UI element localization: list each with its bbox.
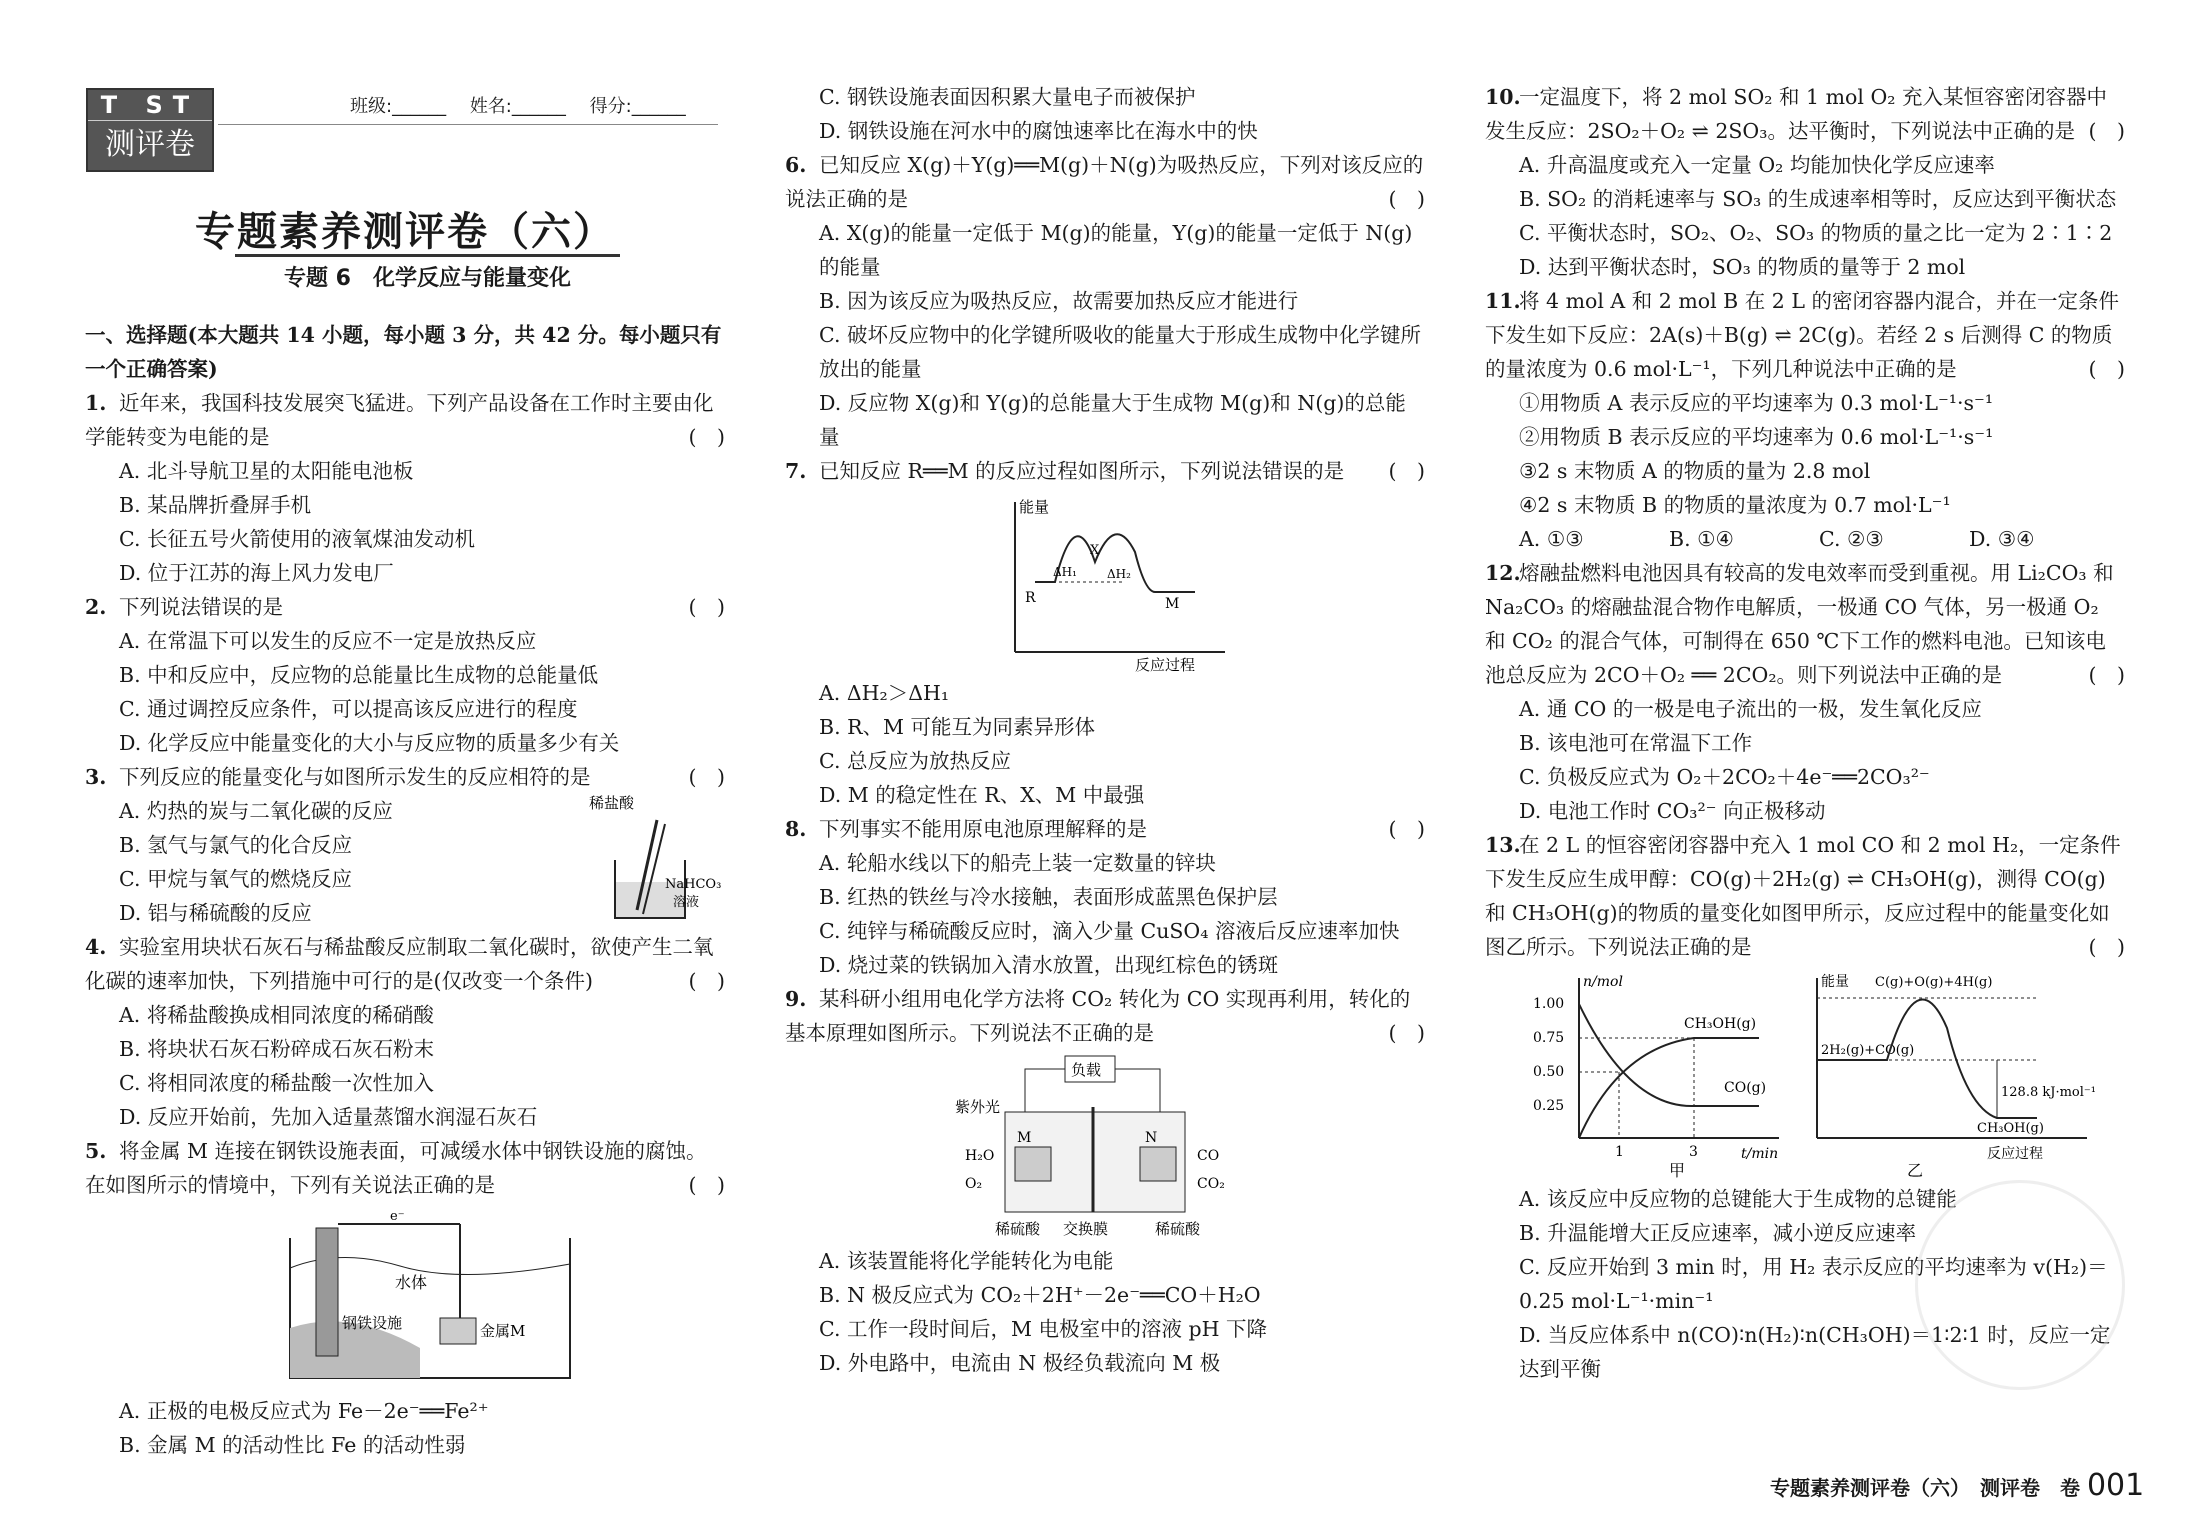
option[interactable]: D. 电池工作时 CO₃²⁻ 向正极移动 xyxy=(1519,799,1826,823)
axis-y: n/mol xyxy=(1583,974,1623,990)
option[interactable]: B. ①④ xyxy=(1669,527,1734,551)
level-mid: 2H₂(g)+CO(g) xyxy=(1821,1043,1915,1058)
answer-paren[interactable]: ( ) xyxy=(2088,119,2125,143)
acid-left-label: 稀硫酸 xyxy=(995,1220,1041,1238)
option[interactable]: A. 通 CO 的一极是电子流出的一极，发生氧化反应 xyxy=(1519,697,1982,721)
salt-label: NaHCO₃ xyxy=(665,877,722,892)
answer-paren[interactable]: ( ) xyxy=(2088,935,2125,959)
option[interactable]: B. 升温能增大正反应速率，减小逆反应速率 xyxy=(1519,1221,1917,1245)
option[interactable]: B. 红热的铁丝与冷水接触，表面形成蓝黑色保护层 xyxy=(819,885,1278,909)
y-label: 能量 xyxy=(1019,498,1050,516)
option[interactable]: D. 反应物 X(g)和 Y(g)的总能量大于生成物 M(g)和 N(g)的总能量 xyxy=(819,391,1406,449)
column-1 xyxy=(85,318,725,1462)
question-6 xyxy=(785,148,1425,454)
q-num: 12. xyxy=(1485,561,1521,585)
option[interactable]: C. 通过调控反应条件，可以提高该反应进行的程度 xyxy=(119,697,578,721)
r-label: R xyxy=(1025,590,1036,606)
q-num: 1. xyxy=(85,391,107,415)
option[interactable]: B. 金属 M 的活动性比 Fe 的活动性弱 xyxy=(119,1433,466,1457)
dh1-label: ΔH₁ xyxy=(1053,565,1077,579)
answer-paren[interactable]: ( ) xyxy=(2088,357,2125,381)
option[interactable]: C. 负极反应式为 O₂＋2CO₂＋4e⁻══2CO₃²⁻ xyxy=(1519,765,1930,789)
question-3 xyxy=(85,760,725,930)
question-7 xyxy=(785,454,1425,812)
question-10 xyxy=(1485,80,2125,284)
statement: ④2 s 末物质 B 的物质的量浓度为 0.7 mol·L⁻¹ xyxy=(1519,493,1951,517)
logo-bottom: 测评卷 xyxy=(105,127,195,162)
tick-x1: 1 xyxy=(1615,1144,1624,1160)
h2o-label: H₂O xyxy=(965,1148,995,1164)
series-label-co: CO(g) xyxy=(1724,1080,1767,1096)
option-row xyxy=(1485,522,2125,556)
option[interactable]: C. 平衡状态时，SO₂、O₂、SO₃ 的物质的量之比一定为 2∶1∶2 xyxy=(1519,221,2113,245)
steel-label: 钢铁设施 xyxy=(342,1314,403,1332)
energy-profile-figure xyxy=(995,492,1235,672)
q-stem: 将 4 mol A 和 2 mol B 在 2 L 的密闭容器内混合，并在一定条件下发生如下反应：2A(s)＋B(g) ⇌ 2C(g)。若经 2 s 后测得 C 的物质的量浓度为 0.6 mol·L⁻¹，下列几种说法中正确的是 xyxy=(1485,289,2119,381)
level-top: C(g)+O(g)+4H(g) xyxy=(1875,975,1993,990)
class-field[interactable]: 班级:______ xyxy=(350,96,447,117)
figure-jia xyxy=(1519,968,1789,1178)
answer-paren[interactable]: ( ) xyxy=(1388,1021,1425,1045)
statement: ③2 s 末物质 A 的物质的量为 2.8 mol xyxy=(1519,459,1871,483)
answer-paren[interactable]: ( ) xyxy=(1388,459,1425,483)
question-9 xyxy=(785,982,1425,1380)
option[interactable]: B. R、M 可能互为同素异形体 xyxy=(819,715,1096,739)
n-electrode: N xyxy=(1145,1130,1158,1146)
score-field[interactable]: 得分:______ xyxy=(589,96,686,117)
answer-paren[interactable]: ( ) xyxy=(688,1173,725,1197)
option[interactable]: C. ②③ xyxy=(1819,527,1884,551)
q-stem: 已知反应 R══M 的反应过程如图所示，下列说法错误的是 xyxy=(819,459,1345,483)
figure-caption: 甲 xyxy=(1669,1161,1686,1178)
level-bot: CH₃OH(g) xyxy=(1977,1121,2044,1136)
series-label-ch3oh: CH₃OH(g) xyxy=(1684,1016,1757,1032)
option[interactable]: B. N 极反应式为 CO₂＋2H⁺－2e⁻══CO＋H₂O xyxy=(819,1283,1261,1307)
m-label: M xyxy=(1165,596,1180,612)
page-footer xyxy=(1770,1468,2144,1503)
option[interactable]: A. X(g)的能量一定低于 M(g)的能量，Y(g)的能量一定低于 N(g)的能量 xyxy=(819,221,1413,279)
option[interactable]: A. 在常温下可以发生的反应不一定是放热反应 xyxy=(119,629,537,653)
option[interactable]: D. 位于江苏的海上风力发电厂 xyxy=(119,561,394,585)
option[interactable]: C. 工作一段时间后，M 电极室中的溶液 pH 下降 xyxy=(819,1317,1268,1341)
membrane-label: 交换膜 xyxy=(1063,1220,1109,1238)
option[interactable]: C. 纯锌与稀硫酸反应时，滴入少量 CuSO₄ 溶液后反应速率加快 xyxy=(819,919,1400,943)
co2-label: CO₂ xyxy=(1197,1176,1225,1192)
answer-paren[interactable]: ( ) xyxy=(688,595,725,619)
metal-label: 金属M xyxy=(480,1322,526,1340)
axis-x: 反应过程 xyxy=(1987,1146,2043,1162)
o2-label: O₂ xyxy=(965,1176,983,1192)
option[interactable]: B. 将块状石灰石粉碎成石灰石粉末 xyxy=(119,1037,435,1061)
q-stem: 某科研小组用电化学方法将 CO₂ 转化为 CO 实现再利用，转化的基本原理如图所示。下列说法不正确的是 xyxy=(785,987,1411,1045)
question-5 xyxy=(85,1134,725,1462)
tick-x3: 3 xyxy=(1689,1144,1698,1160)
figure-yi xyxy=(1797,968,2097,1178)
acid-label: 稀盐酸 xyxy=(589,794,635,812)
q-num: 13. xyxy=(1485,833,1521,857)
option[interactable]: D. 钢铁设施在河水中的腐蚀速率比在海水中的快 xyxy=(819,119,1258,143)
sol-label: 溶液 xyxy=(673,895,700,910)
option[interactable]: D. M 的稳定性在 R、X、M 中最强 xyxy=(819,783,1145,807)
option[interactable]: D. 外电路中，电流由 N 极经负载流向 M 极 xyxy=(819,1351,1221,1375)
option[interactable]: A. 将稀盐酸换成相同浓度的稀硝酸 xyxy=(119,1003,434,1027)
q-stem: 将金属 M 连接在钢铁设施表面，可减缓水体中钢铁设施的腐蚀。在如图所示的情境中，下列有关说法正确的是 xyxy=(85,1139,707,1197)
page-number: 001 xyxy=(2086,1468,2145,1503)
electron-label: e⁻ xyxy=(390,1209,405,1224)
option[interactable]: C. 总反应为放热反应 xyxy=(819,749,1011,773)
option[interactable]: D. 铝与稀硫酸的反应 xyxy=(119,901,312,925)
beaker-figure xyxy=(585,790,725,926)
question-4 xyxy=(85,930,725,1134)
dh2-label: ΔH₂ xyxy=(1107,567,1131,581)
page-subtitle: 专题 6 化学反应与能量变化 xyxy=(235,254,620,292)
option[interactable]: C. 反应开始到 3 min 时，用 H₂ 表示反应的平均速率为 v(H₂)＝0.25 mol·L⁻¹·min⁻¹ xyxy=(1519,1255,2108,1313)
q-num: 11. xyxy=(1485,289,1521,313)
option[interactable]: B. 某品牌折叠屏手机 xyxy=(119,493,312,517)
option[interactable]: A. 升高温度或充入一定量 O₂ 均能加快化学反应速率 xyxy=(1519,153,1995,177)
dh-label: 128.8 kJ·mol⁻¹ xyxy=(2001,1085,2096,1100)
acid-right-label: 稀硫酸 xyxy=(1155,1220,1201,1238)
m-electrode: M xyxy=(1017,1130,1032,1146)
q-stem: 下列事实不能用原电池原理解释的是 xyxy=(819,817,1147,841)
option[interactable]: A. 正极的电极反应式为 Fe－2e⁻══Fe²⁺ xyxy=(119,1399,489,1423)
option[interactable]: C. 将相同浓度的稀盐酸一次性加入 xyxy=(119,1071,434,1095)
column-2 xyxy=(785,80,1425,1380)
q-num: 6. xyxy=(785,153,807,177)
co-label: CO xyxy=(1197,1148,1220,1164)
q-num: 5. xyxy=(85,1139,107,1163)
statement: ②用物质 B 表示反应的平均速率为 0.6 mol·L⁻¹·s⁻¹ xyxy=(1519,425,1994,449)
tick-y4: 0.25 xyxy=(1533,1098,1565,1114)
option[interactable]: D. 反应开始前，先加入适量蒸馏水润湿石灰石 xyxy=(119,1105,538,1129)
tick-y2: 0.75 xyxy=(1533,1030,1565,1046)
question-8 xyxy=(785,812,1425,982)
q13-figures xyxy=(1519,968,2125,1178)
watermark-seal xyxy=(1915,1180,2125,1390)
answer-paren[interactable]: ( ) xyxy=(688,969,725,993)
x-label: 反应过程 xyxy=(1135,656,1196,672)
test-logo xyxy=(86,88,214,172)
page-title: 专题素养测评卷（六） xyxy=(195,209,615,255)
option[interactable]: D. 烧过菜的铁锅加入清水放置，出现红棕色的锈斑 xyxy=(819,953,1279,977)
option[interactable]: B. 中和反应中，反应物的总能量比生成物的总能量低 xyxy=(119,663,599,687)
q-num: 3. xyxy=(85,765,107,789)
option[interactable]: D. 达到平衡状态时，SO₃ 的物质的量等于 2 mol xyxy=(1519,255,1966,279)
option[interactable]: C. 破坏反应物中的化学键所吸收的能量大于形成生成物中化学键所放出的能量 xyxy=(819,323,1421,381)
answer-paren[interactable]: ( ) xyxy=(688,425,725,449)
option[interactable]: A. 轮船水线以下的船壳上装一定数量的锌块 xyxy=(819,851,1216,875)
load-label: 负载 xyxy=(1071,1061,1102,1079)
answer-paren[interactable]: ( ) xyxy=(1388,817,1425,841)
header-fields xyxy=(350,92,704,118)
footer-text: 专题素养测评卷（六） 测评卷 卷 xyxy=(1770,1476,2080,1500)
question-12 xyxy=(1485,556,2125,828)
q-stem: 近年来，我国科技发展突飞猛进。下列产品设备在工作时主要由化学能转变为电能的是 xyxy=(85,391,714,449)
q-num: 2. xyxy=(85,595,107,619)
option[interactable]: B. 该电池可在常温下工作 xyxy=(1519,731,1753,755)
q-num: 4. xyxy=(85,935,107,959)
option[interactable]: A. 该反应中反应物的总键能大于生成物的总键能 xyxy=(1519,1187,1957,1211)
tick-y1: 1.00 xyxy=(1533,996,1565,1012)
axis-x: t/min xyxy=(1741,1146,1779,1162)
q-stem: 实验室用块状石灰石与稀盐酸反应制取二氧化碳时，欲使产生二氧化碳的速率加快，下列措施中可行的是(仅改变一个条件) xyxy=(85,935,714,993)
header-rule xyxy=(218,124,718,125)
question-1 xyxy=(85,386,725,590)
question-11 xyxy=(1485,284,2125,556)
option[interactable]: D. 化学反应中能量变化的大小与反应物的质量多少有关 xyxy=(119,731,620,755)
q-stem: 一定温度下，将 2 mol SO₂ 和 1 mol O₂ 充入某恒容密闭容器中发生反应：2SO₂＋O₂ ⇌ 2SO₃。达平衡时，下列说法中正确的是 xyxy=(1485,85,2107,143)
q-num: 7. xyxy=(785,459,807,483)
q-stem: 熔融盐燃料电池因具有较高的发电效率而受到重视。用 Li₂CO₃ 和 Na₂CO₃ 的熔融盐混合物作电解质，一极通 CO 气体，另一极通 O₂ 和 CO₂ 的混合气体，可制得在 650 ℃下工作的燃料电池。已知该电池总反应为 2CO＋O₂ ══ 2CO₂。则下列说法中正确的是 xyxy=(1485,561,2114,687)
option[interactable]: A. 北斗导航卫星的太阳能电池板 xyxy=(119,459,414,483)
corrosion-figure xyxy=(280,1208,580,1388)
q-stem: 已知反应 X(g)＋Y(g)══M(g)＋N(g)为吸热反应，下列对该反应的说法正确的是 xyxy=(785,153,1424,211)
q-num: 8. xyxy=(785,817,807,841)
tick-y3: 0.50 xyxy=(1533,1064,1565,1080)
option[interactable]: B. 氢气与氯气的化合反应 xyxy=(119,833,353,857)
q-stem: 在 2 L 的恒容密闭容器中充入 1 mol CO 和 2 mol H₂，一定条件下发生反应生成甲醇：CO(g)＋2H₂(g) ⇌ CH₃OH(g)，测得 CO(g)和 CH₃OH(g)的物质的量变化如图甲所示，反应过程中的能量变化如图乙所示。下列说法正确的是 xyxy=(1485,833,2121,959)
section-heading: 一、选择题(本大题共 14 小题，每小题 3 分，共 42 分。每小题只有一个正确答案) xyxy=(85,323,722,381)
answer-paren[interactable]: ( ) xyxy=(2088,663,2125,687)
x-species-label: X xyxy=(1090,543,1100,558)
option[interactable]: A. ΔH₂＞ΔH₁ xyxy=(819,681,950,705)
option[interactable]: D. 当反应体系中 n(CO)∶n(H₂)∶n(CH₃OH)＝1∶2∶1 时，反应一定达到平衡 xyxy=(1519,1323,2111,1381)
q-stem: 下列说法错误的是 xyxy=(119,595,283,619)
electrolysis-figure xyxy=(935,1052,1255,1242)
answer-paren[interactable]: ( ) xyxy=(1388,187,1425,211)
question-2 xyxy=(85,590,725,760)
statement: ①用物质 A 表示反应的平均速率为 0.3 mol·L⁻¹·s⁻¹ xyxy=(1519,391,1994,415)
figure-caption: 乙 xyxy=(1907,1161,1924,1178)
option[interactable]: D. ③④ xyxy=(1969,527,2035,551)
option[interactable]: A. 灼热的炭与二氧化碳的反应 xyxy=(119,799,393,823)
option[interactable]: C. 钢铁设施表面因积累大量电子而被保护 xyxy=(819,85,1196,109)
option[interactable]: C. 长征五号火箭使用的液氧煤油发动机 xyxy=(119,527,475,551)
option[interactable]: A. 该装置能将化学能转化为电能 xyxy=(819,1249,1114,1273)
option[interactable]: C. 甲烷与氧气的燃烧反应 xyxy=(119,867,352,891)
option[interactable]: B. 因为该反应为吸热反应，故需要加热反应才能进行 xyxy=(819,289,1299,313)
name-field[interactable]: 姓名:______ xyxy=(469,96,566,117)
option[interactable]: A. ①③ xyxy=(1519,527,1584,551)
uv-label: 紫外光 xyxy=(955,1098,1001,1116)
q-num: 9. xyxy=(785,987,807,1011)
option[interactable]: B. SO₂ 的消耗速率与 SO₃ 的生成速率相等时，反应达到平衡状态 xyxy=(1519,187,2117,211)
axis-y: 能量 xyxy=(1821,974,1849,990)
answer-paren[interactable]: ( ) xyxy=(688,765,725,789)
logo-top: T ST xyxy=(88,90,212,121)
water-label: 水体 xyxy=(395,1273,428,1292)
q-stem: 下列反应的能量变化与如图所示发生的反应相符的是 xyxy=(119,765,591,789)
q-num: 10. xyxy=(1485,85,1521,109)
